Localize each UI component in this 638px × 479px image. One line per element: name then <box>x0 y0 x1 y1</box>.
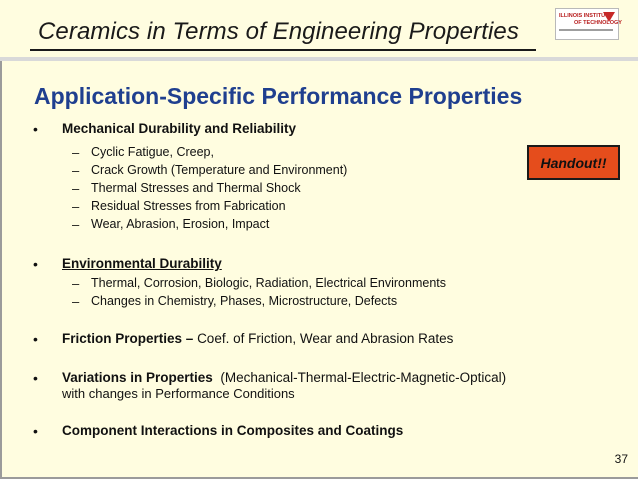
bullet-variations-in-properties <box>62 370 506 385</box>
slide-title: Application-Specific Performance Properties <box>34 83 523 109</box>
handout-badge: Handout!! <box>527 145 620 180</box>
sub-item-cyclic-fatigue: Cyclic Fatigue, Creep, <box>91 145 214 159</box>
bullet-environmental-durability: Environmental Durability <box>62 256 222 271</box>
variations-continuation: with changes in Performance Conditions <box>62 386 295 401</box>
header-title: Ceramics in Terms of Engineering Properties <box>38 18 519 45</box>
variations-detail: (Mechanical-Thermal-Electric-Magnetic-Optical) <box>220 370 507 385</box>
friction-detail: Coef. of Friction, Wear and Abrasion Rates <box>197 331 454 346</box>
variations-label: Variations in Properties <box>62 370 213 385</box>
sub-item-crack-growth: Crack Growth (Temperature and Environment) <box>91 163 348 177</box>
logo-text-line1: ILLINOIS INSTITUTE <box>559 13 613 19</box>
bullet-friction-properties <box>62 331 453 346</box>
bullet-marker: • <box>33 256 38 272</box>
sub-item-environments: Thermal, Corrosion, Biologic, Radiation, Electrical Environments <box>91 276 447 290</box>
bullet-mechanical-durability: Mechanical Durability and Reliability <box>62 121 297 136</box>
header-underline <box>30 49 536 51</box>
bullet-marker: • <box>33 423 38 439</box>
logo-text-line2: OF TECHNOLOGY <box>574 20 622 26</box>
sub-item-thermal-stresses: Thermal Stresses and Thermal Shock <box>91 181 301 195</box>
page-number: 37 <box>614 452 628 466</box>
bullet-marker: • <box>33 331 38 347</box>
sub-item-chemistry-changes: Changes in Chemistry, Phases, Microstructure, Defects <box>91 294 398 308</box>
sub-bullet-marker: – <box>72 217 80 232</box>
sub-bullet-marker: – <box>72 199 80 214</box>
logo-mark-icon <box>603 12 615 22</box>
institution-logo <box>555 8 622 40</box>
logo-rule <box>559 29 613 31</box>
sub-bullet-marker: – <box>72 181 80 196</box>
sub-item-residual-stresses: Residual Stresses from Fabrication <box>91 199 286 213</box>
slide-header <box>0 0 638 57</box>
sub-item-wear-abrasion: Wear, Abrasion, Erosion, Impact <box>91 217 270 231</box>
bullet-component-interactions: Component Interactions in Composites and Coatings <box>62 423 404 438</box>
friction-label: Friction Properties – <box>62 331 194 346</box>
sub-bullet-marker: – <box>72 163 80 178</box>
sub-bullet-marker: – <box>72 276 80 291</box>
bullet-marker: • <box>33 121 38 137</box>
sub-bullet-marker: – <box>72 145 80 160</box>
sub-bullet-marker: – <box>72 294 80 309</box>
bullet-marker: • <box>33 370 38 386</box>
